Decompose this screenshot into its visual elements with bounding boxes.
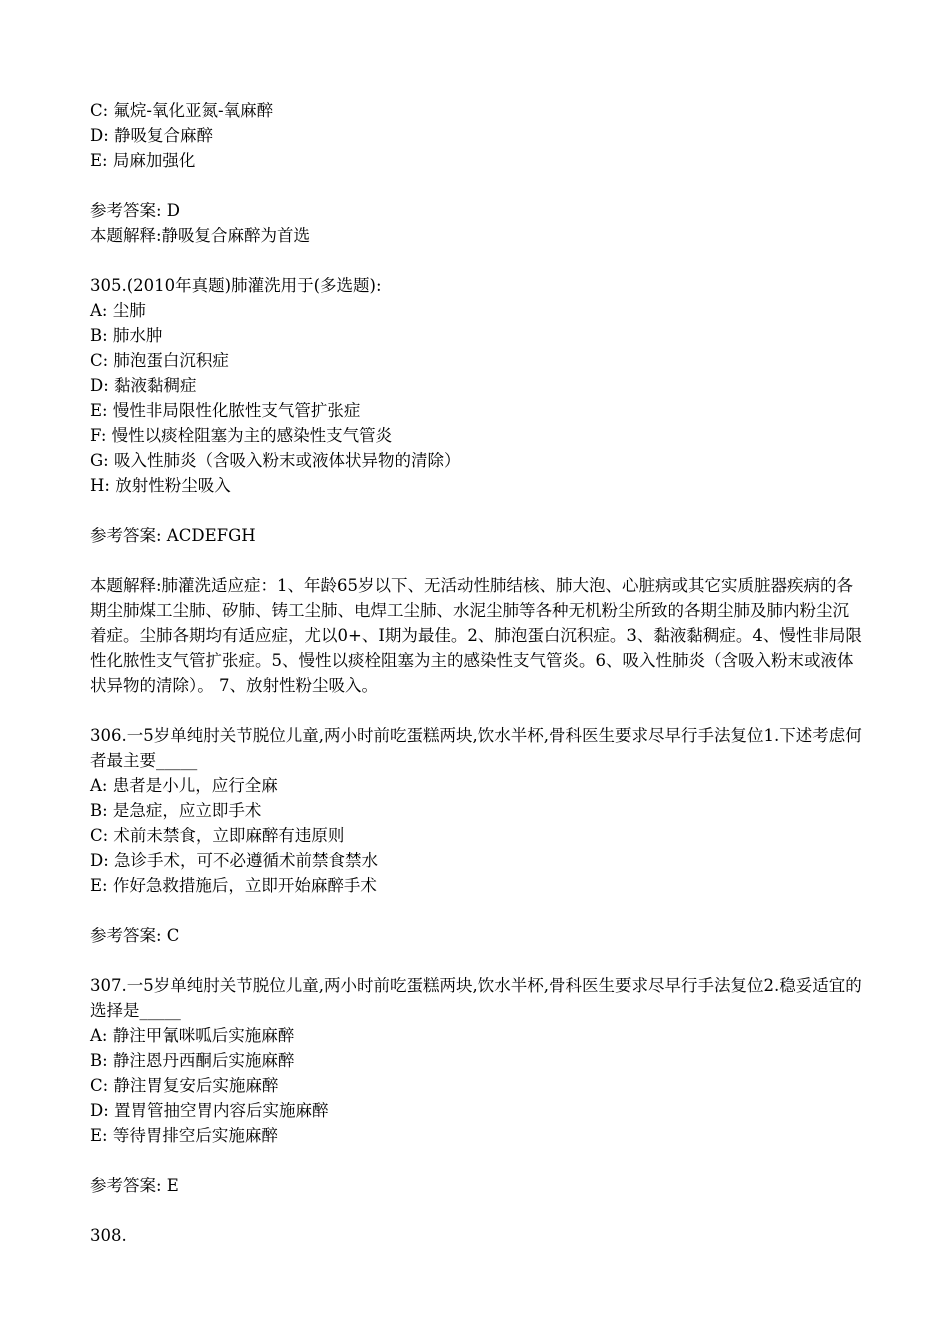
question-305 (90, 273, 862, 698)
question-stem: 307.一5岁单纯肘关节脱位儿童,两小时前吃蛋糕两块,饮水半杯,骨科医生要求尽早行手法复位2.稳妥适宜的选择是_____ (90, 976, 862, 1020)
option-e: E: 慢性非局限性化脓性支气管扩张症 (90, 401, 361, 420)
explanation: 本题解释:静吸复合麻醉为首选 (90, 226, 311, 245)
option-d: D: 静吸复合麻醉 (90, 126, 214, 145)
option-b: B: 静注恩丹西酮后实施麻醉 (90, 1051, 295, 1070)
option-e: E: 作好急救措施后，立即开始麻醉手术 (90, 876, 377, 895)
option-a: A: 静注甲氰咪呱后实施麻醉 (90, 1026, 295, 1045)
option-e: E: 等待胃排空后实施麻醉 (90, 1126, 278, 1145)
option-b: B: 肺水肿 (90, 326, 163, 345)
question-stem: 305.(2010年真题)肺灌洗用于(多选题): (90, 276, 382, 295)
question-304 (90, 98, 862, 248)
option-c: C: 静注胃复安后实施麻醉 (90, 1076, 279, 1095)
option-a: A: 尘肺 (90, 301, 146, 320)
document-page (90, 98, 862, 1248)
reference-answer: 参考答案: ACDEFGH (90, 526, 256, 545)
question-308 (90, 1223, 862, 1248)
option-d: D: 黏液黏稠症 (90, 376, 197, 395)
question-stem: 306.一5岁单纯肘关节脱位儿童,两小时前吃蛋糕两块,饮水半杯,骨科医生要求尽早行手法复位1.下述考虑何者最主要_____ (90, 726, 862, 770)
question-stem: 308. (90, 1226, 127, 1245)
option-c: C: 氟烷-氧化亚氮-氧麻醉 (90, 101, 274, 120)
option-b: B: 是急症，应立即手术 (90, 801, 262, 820)
reference-answer: 参考答案: C (90, 926, 180, 945)
explanation: 本题解释:肺灌洗适应症：1、年龄65岁以下、无活动性肺结核、肺大泡、心脏病或其它实质脏器疾病的各期尘肺煤工尘肺、矽肺、铸工尘肺、电焊工尘肺、水泥尘肺等各种无机粉尘所致的各期尘肺及肺内粉尘沉着症。尘肺各期均有适应症，尤以0+、I期为最佳。2、肺泡蛋白沉积症。3、黏液黏稠症。4、慢性非局限性化脓性支气管扩张症。5、慢性以痰栓阻塞为主的感染性支气管炎。6、吸入性肺炎（含吸入粉末或液体状异物的清除）。 7、放射性粉尘吸入。 (90, 576, 862, 695)
option-c: C: 术前未禁食，立即麻醉有违原则 (90, 826, 345, 845)
option-a: A: 患者是小儿，应行全麻 (90, 776, 278, 795)
option-f: F: 慢性以痰栓阻塞为主的感染性支气管炎 (90, 426, 393, 445)
option-d: D: 急诊手术，可不必遵循术前禁食禁水 (90, 851, 379, 870)
option-h: H: 放射性粉尘吸入 (90, 476, 231, 495)
option-d: D: 置胃管抽空胃内容后实施麻醉 (90, 1101, 329, 1120)
reference-answer: 参考答案: D (90, 201, 181, 220)
option-e: E: 局麻加强化 (90, 151, 196, 170)
reference-answer: 参考答案: E (90, 1176, 179, 1195)
option-c: C: 肺泡蛋白沉积症 (90, 351, 229, 370)
question-307 (90, 973, 862, 1198)
option-g: G: 吸入性肺炎（含吸入粉末或液体状异物的清除） (90, 451, 461, 470)
question-306 (90, 723, 862, 948)
